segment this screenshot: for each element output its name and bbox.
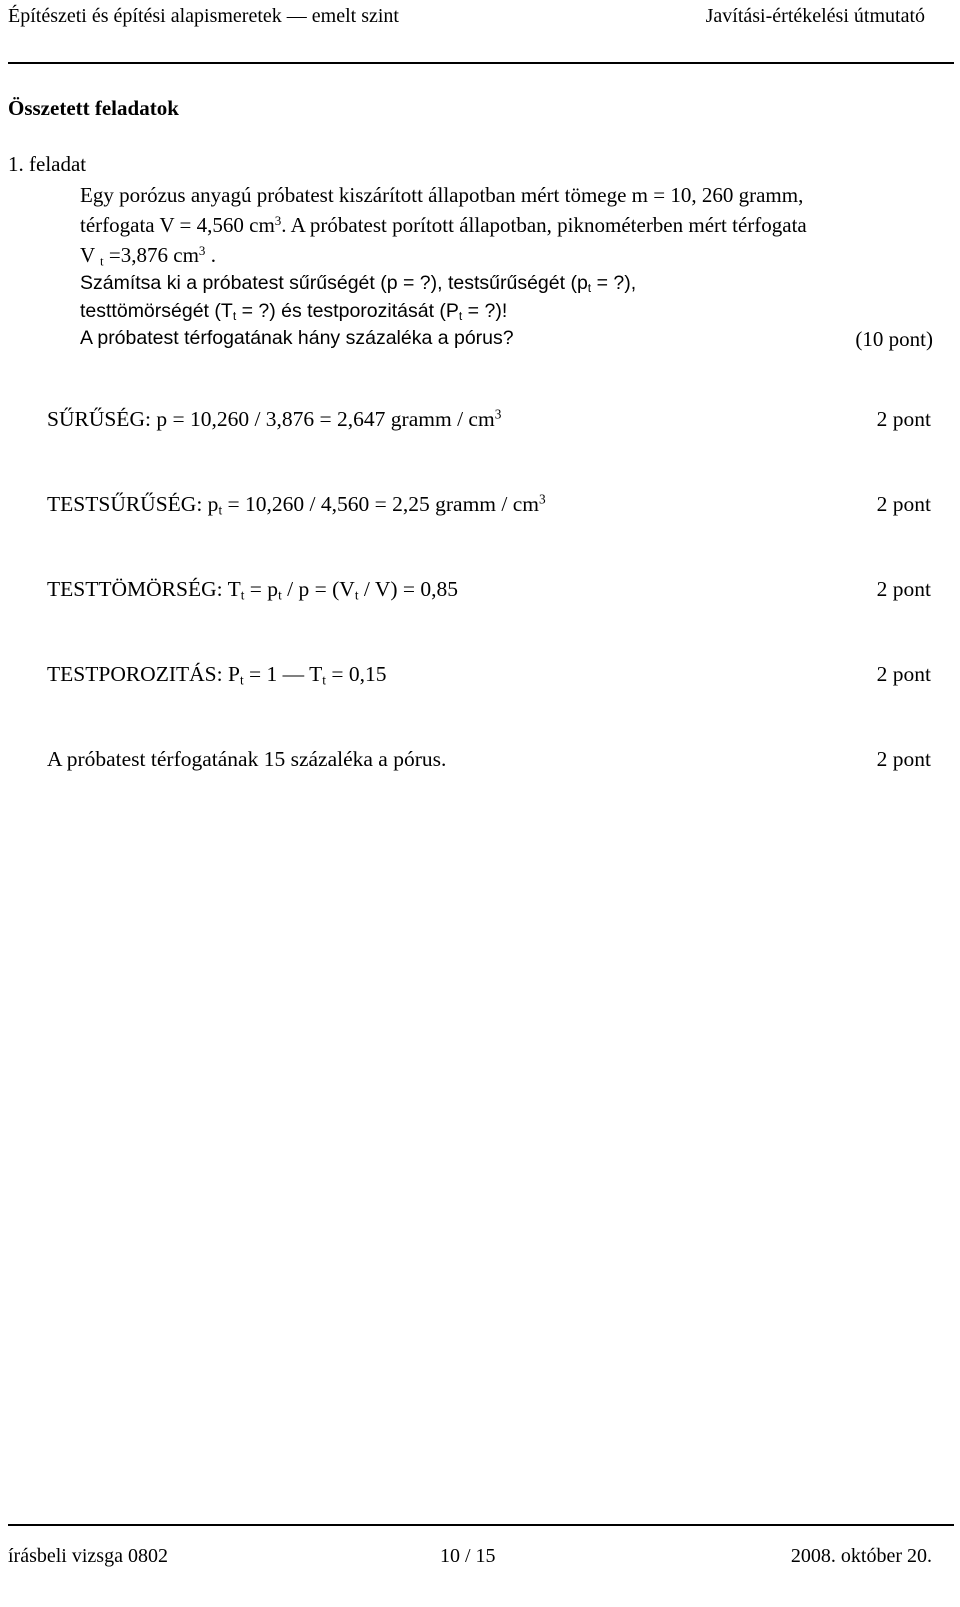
task-line-1: Egy porózus anyagú próbatest kiszárított állapotban mért tömege m = 10, 260 gramm, (80, 183, 804, 207)
task-line-3: V $_t$ =3,876 $cm^3$ . (80, 242, 216, 269)
answer-text: A próbatest térfogatának 15 százaléka a pórus. (47, 747, 447, 771)
footer-page-number: 10 / 15 (440, 1545, 496, 1567)
header-left: Építészeti és építési alapismeretek — emelt szint (8, 5, 399, 27)
answer-text: TESTTÖMÖRSÉG: $T_t = p_t / p = (V_t / V) = 0,85$ (47, 577, 459, 603)
answer-points: 2 pont (876, 407, 931, 431)
answer-text: TESTSŰRŰSÉG: $p_t = 10,260 / 4,560 = 2,25$ gramm / $cm^3$ (47, 491, 546, 518)
answer-points: 2 pont (876, 747, 931, 771)
task-line-2: térfogata V = 4,560 $cm^3$. A próbatest porított állapotban, piknométerben mért térfogata (80, 212, 807, 237)
answer-porosity (47, 662, 931, 687)
footer-rule (8, 1524, 954, 1526)
task-points: (10 pont) (855, 327, 933, 351)
answer-points: 2 pont (876, 492, 931, 516)
task-line-6: A próbatest térfogatának hány százaléka a pórus? (80, 327, 514, 349)
header-rule (8, 62, 954, 64)
task-number: 1. feladat (8, 152, 87, 176)
answer-points: 2 pont (876, 577, 931, 601)
answer-points: 2 pont (876, 662, 931, 686)
answer-bulk-density (47, 492, 931, 517)
section-title: Összetett feladatok (8, 96, 179, 120)
answer-compactness (47, 577, 931, 602)
header-right: Javítási-értékelési útmutató (705, 5, 925, 27)
answer-text: SŰRŰSÉG: p = 10,260 / 3,876 = 2,647 gramm / $cm^3$ (47, 406, 502, 431)
answer-text: TESTPOROZITÁS: $P_t = 1$ — $T_t = 0,15$ (47, 662, 387, 688)
task-line-5: testtömörségét ($T_t$ = ?) és testporozitását ($P_t$ = ?)! (80, 300, 508, 324)
answer-density (47, 407, 931, 432)
task-line-4: Számítsa ki a próbatest sűrűségét (p = ?), testsűrűségét ($p_t$ = ?), (80, 272, 637, 296)
footer-date: 2008. október 20. (790, 1545, 932, 1567)
answer-conclusion (47, 747, 931, 772)
footer-left: írásbeli vizsga 0802 (8, 1545, 168, 1567)
